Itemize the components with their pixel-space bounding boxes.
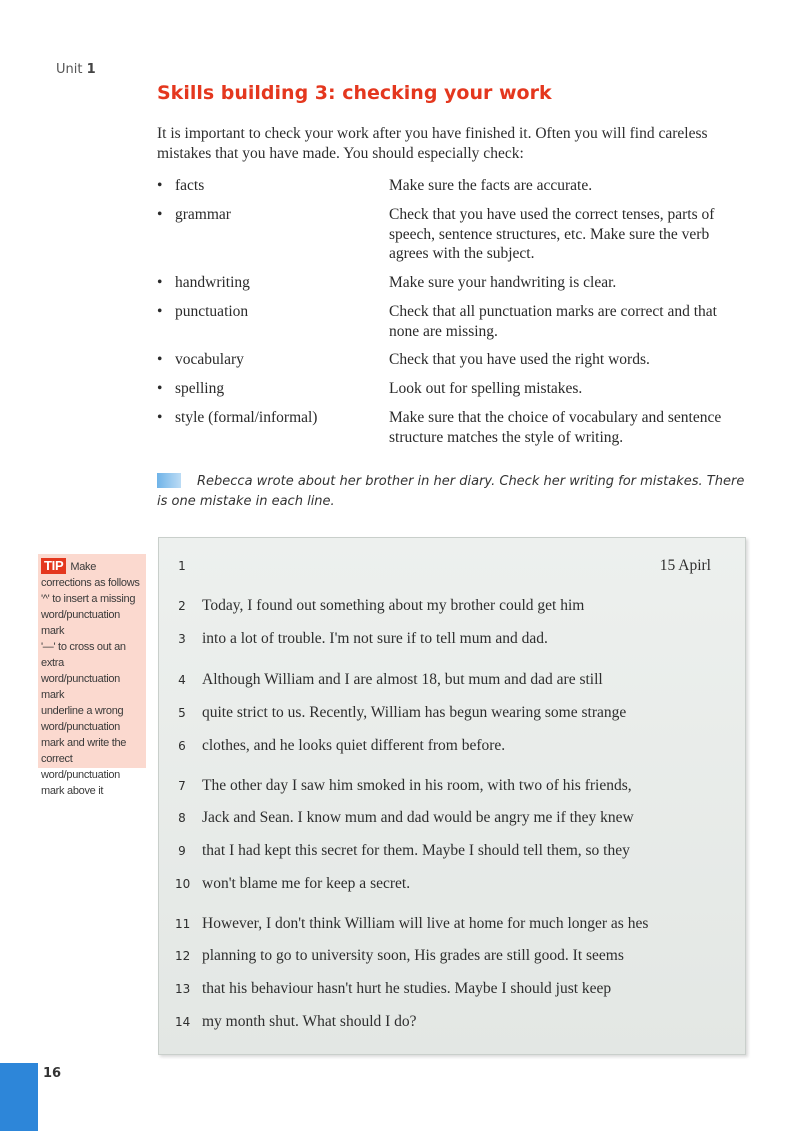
- tip-heading: Make corrections as follows: [41, 561, 140, 589]
- checklist-desc: Check that you have used the correct tenses, parts of speech, sentence structures, etc. Make sure the verb agrees with the subject.: [389, 206, 715, 262]
- checklist-desc: Make sure the facts are accurate.: [389, 177, 593, 194]
- line-text: that I had kept this secret for them. Maybe I should tell them, so they: [202, 842, 630, 859]
- checklist-desc: Look out for spelling mistakes.: [389, 380, 583, 397]
- checklist-desc: Check that all punctuation marks are correct and that none are missing.: [389, 303, 717, 340]
- checklist-item: [157, 176, 757, 205]
- bullet-icon: •: [157, 206, 163, 223]
- checklist-item: [157, 205, 757, 273]
- instructions: Rebecca wrote about her brother in her diary. Check her writing for mistakes. There is one mistake in each line.: [157, 474, 745, 509]
- line-number: 10: [175, 877, 191, 891]
- unit-label: [56, 62, 96, 77]
- bullet-icon: •: [157, 303, 163, 320]
- line-number: 9: [178, 844, 186, 858]
- diary-date: 15 Apirl: [659, 557, 711, 574]
- line-text: However, I don't think William will live at home for much longer as hes: [202, 915, 649, 932]
- line-text: Today, I found out something about my brother could get him: [202, 597, 585, 614]
- diary-panel: [158, 537, 746, 1055]
- tip-box: [38, 554, 146, 797]
- checklist-term: vocabulary: [175, 351, 244, 368]
- checklist-term: punctuation: [175, 303, 249, 320]
- bullet-icon: •: [157, 409, 163, 426]
- checklist-desc: Make sure that the choice of vocabulary and sentence structure matches the style of writing.: [389, 409, 722, 446]
- tip-badge: TIP: [41, 558, 66, 574]
- line-text: Jack and Sean. I know mum and dad would be angry me if they knew: [202, 809, 634, 826]
- checklist-item: [157, 350, 757, 379]
- checklist-item: [157, 379, 757, 408]
- checklist-term: facts: [175, 177, 205, 194]
- tip-line-insert: '^' to insert a missing word/punctuation mark: [41, 593, 136, 637]
- line-text: that his behaviour hasn't hurt he studies. Maybe I should just keep: [202, 980, 612, 997]
- line-text: Although William and I are almost 18, but mum and dad are still: [202, 671, 603, 688]
- bullet-icon: •: [157, 177, 163, 194]
- unit-prefix: Unit: [56, 62, 83, 77]
- line-number: 12: [175, 949, 191, 963]
- checklist-term: grammar: [175, 206, 231, 223]
- line-text: clothes, and he looks quiet different from before.: [202, 737, 506, 754]
- checklist: [157, 176, 757, 456]
- line-text: quite strict to us. Recently, William has begun wearing some strange: [202, 704, 627, 721]
- page-title: Skills building 3: checking your work: [157, 82, 552, 104]
- page-number: 16: [43, 1066, 62, 1081]
- line-number: 6: [178, 739, 186, 753]
- bullet-icon: •: [157, 380, 163, 397]
- line-number: 2: [178, 599, 186, 613]
- checklist-desc: Make sure your handwriting is clear.: [389, 274, 617, 291]
- checklist-term: style (formal/informal): [175, 409, 318, 426]
- line-text: my month shut. What should I do?: [202, 1013, 417, 1030]
- intro-paragraph: It is important to check your work after you have finished it. Often you will find careless mistakes that you have made. You should especially check:: [157, 125, 708, 162]
- checklist-item: [157, 302, 757, 350]
- checklist-desc: Check that you have used the right words.: [389, 351, 650, 368]
- line-number: 13: [175, 982, 191, 996]
- tip-line-cross-out: '—' to cross out an extra word/punctuation mark: [41, 641, 126, 701]
- line-number: 8: [178, 811, 186, 825]
- line-text: won't blame me for keep a secret.: [202, 875, 411, 892]
- line-number: 5: [178, 706, 186, 720]
- bullet-icon: •: [157, 274, 163, 291]
- checklist-term: spelling: [175, 380, 225, 397]
- checklist-term: handwriting: [175, 274, 250, 291]
- line-number: 3: [178, 632, 186, 646]
- tip-line-underline: underline a wrong word/punctuation mark and write the correct word/punctuation mark above it: [41, 705, 127, 797]
- unit-number: 1: [86, 62, 96, 77]
- line-number: 4: [178, 673, 186, 687]
- line-text: The other day I saw him smoked in his room, with two of his friends,: [202, 777, 632, 794]
- page-tab: [0, 1063, 38, 1131]
- line-text: into a lot of trouble. I'm not sure if to tell mum and dad.: [202, 630, 548, 647]
- line-text: planning to go to university soon, His grades are still good. It seems: [202, 947, 624, 964]
- checklist-item: [157, 408, 757, 456]
- line-number: 11: [175, 917, 191, 931]
- bullet-icon: •: [157, 351, 163, 368]
- checklist-item: [157, 273, 757, 302]
- line-number: 14: [175, 1015, 191, 1029]
- line-number: 1: [178, 559, 186, 573]
- line-number: 7: [178, 779, 186, 793]
